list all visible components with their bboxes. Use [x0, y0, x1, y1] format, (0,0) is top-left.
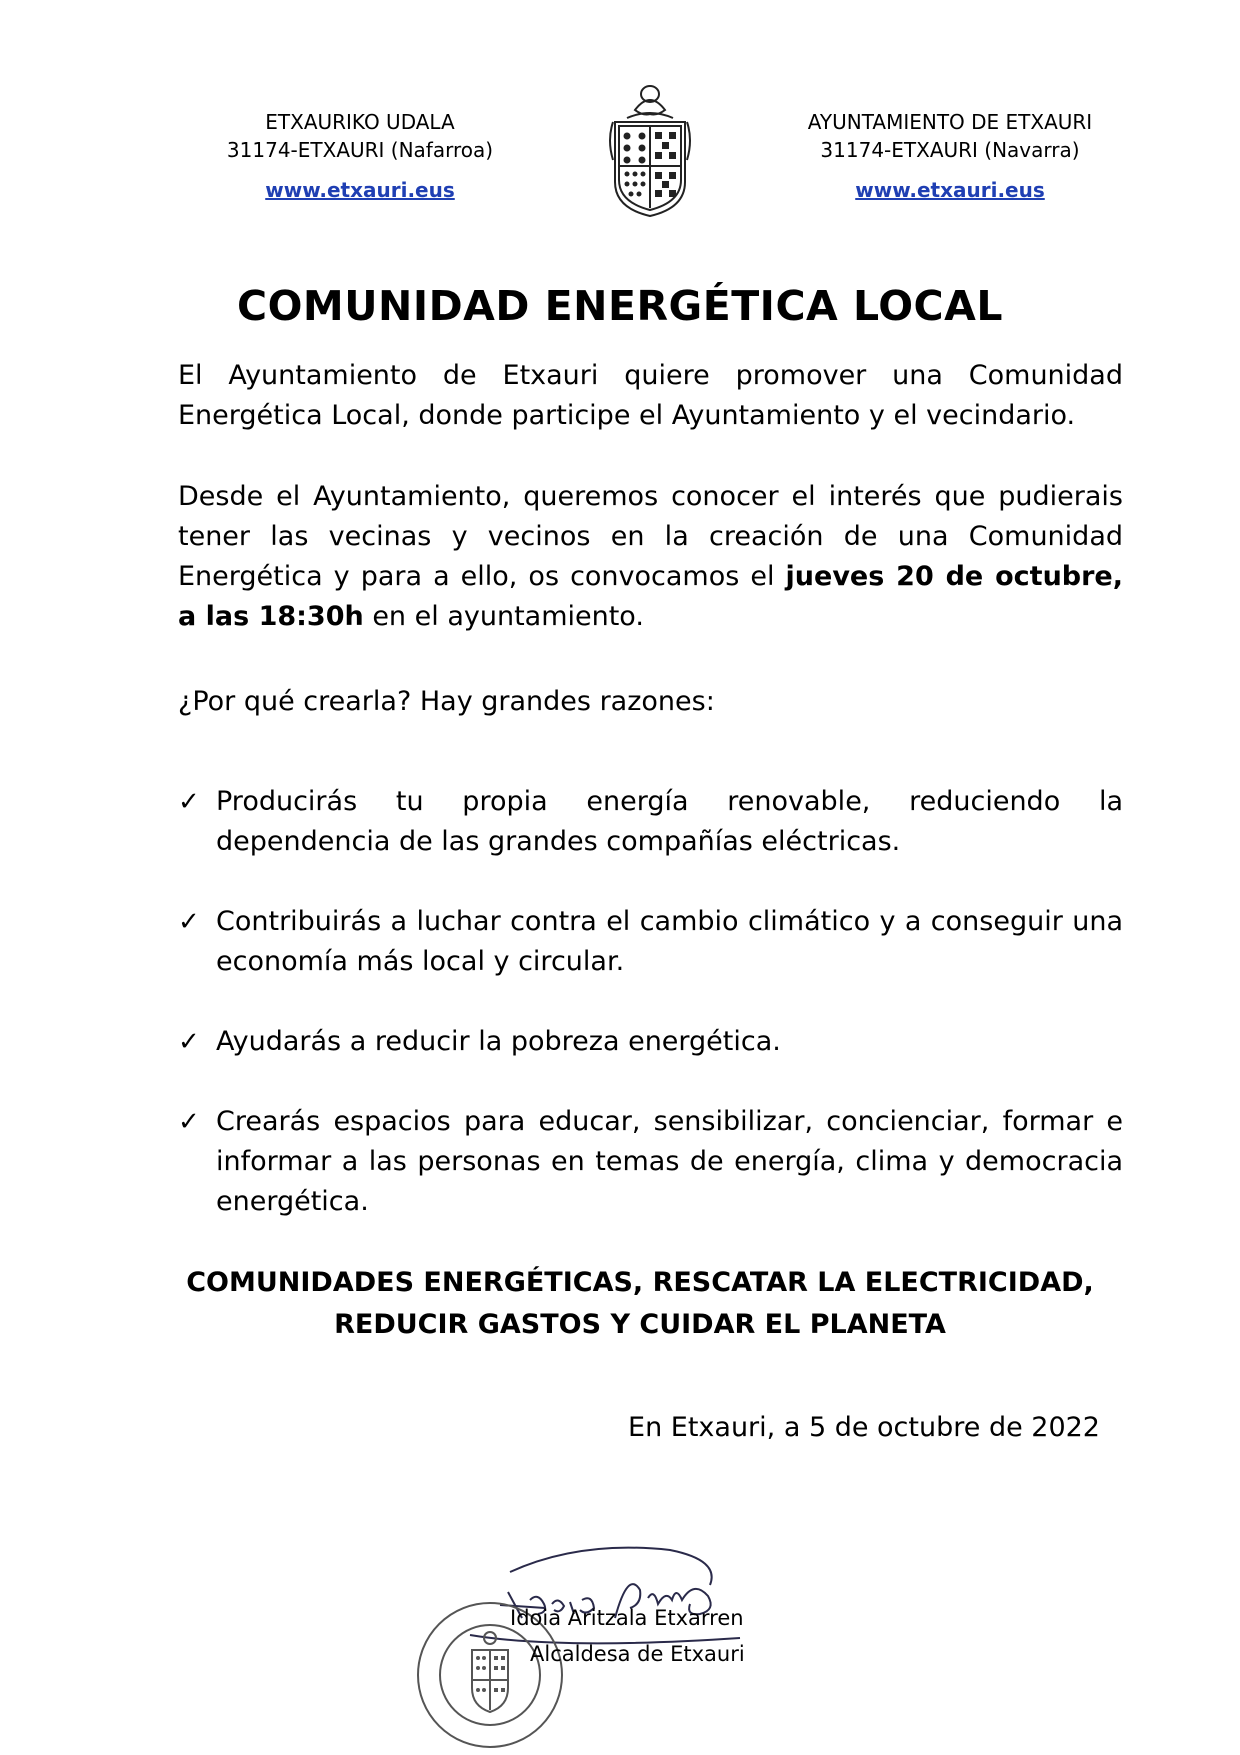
- checkmark-icon: ✓: [178, 1107, 200, 1137]
- list-item: [178, 1022, 1123, 1062]
- checkmark-icon: ✓: [178, 1027, 200, 1057]
- list-item-text: Producirás tu propia energía renovable, reduciendo la dependencia de las grandes compañías eléctricas.: [216, 786, 1123, 857]
- reasons-list: [178, 782, 1123, 1262]
- slogan-line-2: REDUCIR GASTOS Y CUIDAR EL PLANETA: [334, 1309, 946, 1340]
- header-right-address: 31174-ETXAURI (Navarra): [820, 138, 1080, 162]
- header-right-name: AYUNTAMIENTO DE ETXAURI: [807, 110, 1093, 134]
- invitation-paragraph: [178, 477, 1123, 637]
- header-left-name: ETXAURIKO UDALA: [265, 110, 455, 134]
- list-item-text: Contribuirás a luchar contra el cambio climático y a conseguir una economía más local y circular.: [216, 906, 1123, 977]
- list-item: [178, 782, 1123, 862]
- list-item: [178, 1102, 1123, 1222]
- signer-role: Alcaldesa de Etxauri: [530, 1642, 745, 1666]
- meeting-datetime: jueves 20 de octubre, a las 18:30h: [178, 561, 1123, 632]
- header-right: [780, 108, 1120, 204]
- signer-name: Idoia Aritzala Etxarren: [510, 1606, 744, 1630]
- date-line: En Etxauri, a 5 de octubre de 2022: [628, 1412, 1100, 1443]
- header-left: [195, 108, 525, 204]
- list-item: [178, 902, 1123, 982]
- coat-of-arms-icon: [605, 80, 695, 220]
- header-left-website-link[interactable]: www.etxauri.eus: [265, 178, 455, 202]
- intro-paragraph: El Ayuntamiento de Etxauri quiere promover una Comunidad Energética Local, donde participe el Ayuntamiento y el vecindario.: [178, 360, 1123, 431]
- invitation-text-before: Desde el Ayuntamiento, queremos conocer el interés que pudierais tener las vecinas y vecinos en la creación de una Comunidad Energética y para a ello, os convocamos el: [178, 481, 1123, 592]
- header-left-address: 31174-ETXAURI (Nafarroa): [226, 138, 494, 162]
- reasons-intro: ¿Por qué crearla? Hay grandes razones:: [178, 686, 715, 717]
- slogan: [150, 1262, 1130, 1346]
- slogan-line-1: COMUNIDADES ENERGÉTICAS, RESCATAR LA ELECTRICIDAD,: [186, 1267, 1094, 1298]
- checkmark-icon: ✓: [178, 907, 200, 937]
- list-item-text: Crearás espacios para educar, sensibilizar, concienciar, formar e informar a las personas en temas de energía, clima y democracia energética.: [216, 1106, 1123, 1217]
- invitation-text-after: en el ayuntamiento.: [363, 601, 644, 632]
- header-right-website-link[interactable]: www.etxauri.eus: [855, 178, 1045, 202]
- list-item-text: Ayudarás a reducir la pobreza energética.: [216, 1026, 781, 1057]
- page-title: COMUNIDAD ENERGÉTICA LOCAL: [236, 282, 1003, 330]
- checkmark-icon: ✓: [178, 787, 200, 817]
